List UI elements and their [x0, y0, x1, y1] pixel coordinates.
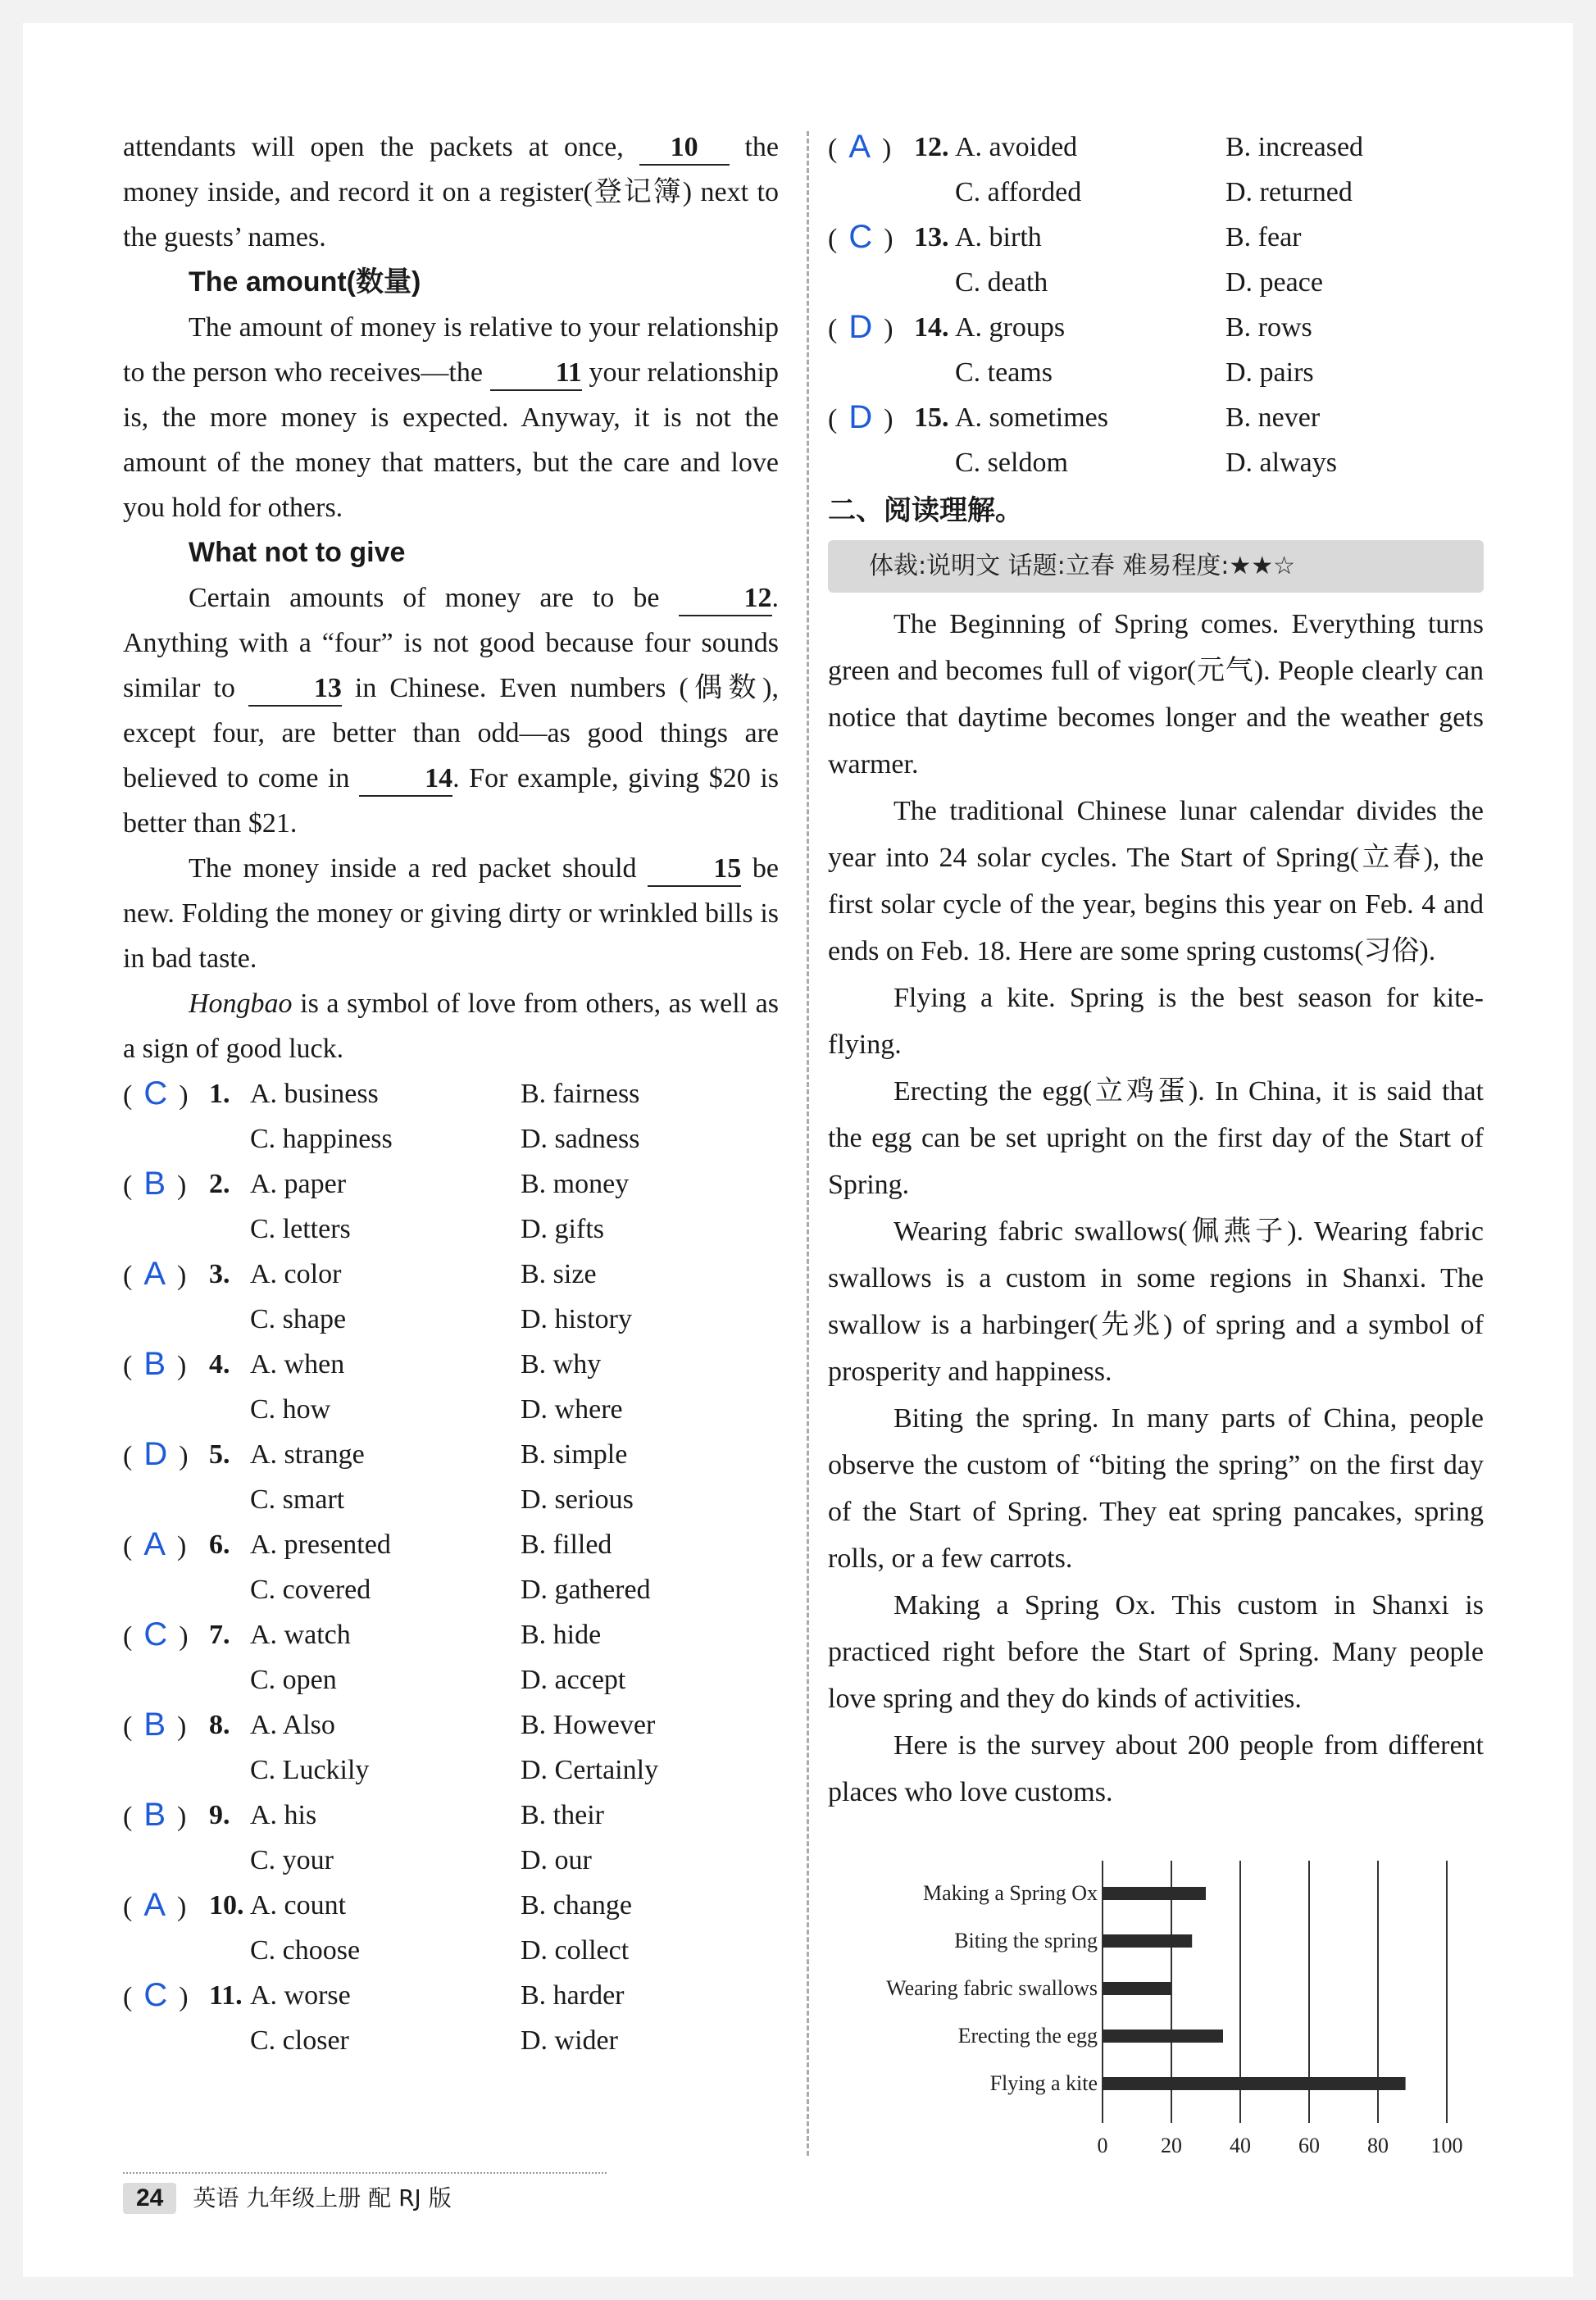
reading-paragraph: Making a Spring Ox. This custom in Shanxi is practiced right before the Start of Spring. Many people love spring and they do kinds of activities.	[828, 1590, 1484, 1714]
answer-bracket: ( D )	[123, 1436, 189, 1472]
reading-paragraph: Here is the survey about 200 people from different places who love customs.	[828, 1730, 1484, 1807]
passage-paragraph: The amount of money is relative to your relationship to the person who receives—the 11 your relationship is, the more money is expected. Anyway, it is not the amount of the money that matters, but the care and love you hold for others.	[123, 312, 779, 523]
option-c: C. happiness	[250, 1124, 393, 1154]
option-a: A. paper	[250, 1169, 347, 1199]
answer-bracket: ( A )	[123, 1887, 187, 1923]
option-c: C. how	[250, 1394, 331, 1425]
option-b: B. money	[521, 1169, 630, 1199]
question-item	[123, 1161, 779, 1252]
x-tick-label: 60	[1298, 2134, 1320, 2157]
option-b: B. harder	[521, 1980, 625, 2011]
answer-bracket: ( A )	[123, 1256, 187, 1292]
reading-paragraph: Biting the spring. In many parts of China, people observe the custom of “biting the spring” on the first day of the Start of Spring. They eat spring pancakes, spring rolls, or a few carrots.	[828, 1403, 1484, 1574]
section-title: 二、阅读理解。	[828, 494, 1023, 527]
question-item	[123, 1612, 779, 1702]
option-b: B. rows	[1225, 312, 1312, 343]
bar	[1103, 2030, 1223, 2043]
question-item	[123, 1883, 779, 1973]
question-number: 15.	[914, 402, 949, 433]
option-d: D. gathered	[521, 1575, 651, 1605]
option-a: A. his	[250, 1800, 317, 1830]
question-item	[123, 1702, 779, 1793]
option-a: A. presented	[250, 1530, 391, 1560]
option-d: D. where	[521, 1394, 623, 1425]
page-number: 24	[123, 2183, 176, 2214]
column-divider	[807, 131, 809, 2156]
option-d: D. peace	[1225, 267, 1323, 298]
passage-paragraph: Certain amounts of money are to be 12. Anything with a “four” is not good because four sounds similar to 13 in Chinese. Even numbers (偶数), except four, are better than odd—as good things are believed to come in 14. For example, giving $20 is better than $21.	[123, 583, 779, 839]
option-a: A. count	[250, 1890, 347, 1920]
question-item	[123, 1071, 779, 1161]
option-a: A. when	[250, 1349, 345, 1380]
option-d: D. sadness	[521, 1124, 640, 1154]
option-b: B. fairness	[521, 1079, 640, 1109]
category-label: Biting the spring	[954, 1929, 1098, 1952]
question-number: 2.	[209, 1169, 230, 1199]
reading-passage	[828, 601, 1484, 1816]
category-label: Flying a kite	[989, 2071, 1098, 2095]
x-tick-label: 40	[1230, 2134, 1251, 2157]
question-number: 8.	[209, 1710, 230, 1740]
question-item	[123, 1793, 779, 1883]
category-label: Erecting the egg	[957, 2024, 1098, 2048]
answer-bracket: ( C )	[123, 1616, 189, 1652]
answer-bracket: ( C )	[123, 1075, 189, 1111]
answer-bracket: ( A )	[828, 129, 892, 165]
question-item	[123, 1342, 779, 1432]
question-number: 12.	[914, 132, 949, 162]
option-d: D. collect	[521, 1935, 630, 1966]
answer-bracket: ( B )	[123, 1346, 187, 1382]
question-list-right	[828, 125, 1484, 485]
question-list-left	[123, 1071, 779, 2063]
info-banner: 体裁:说明文 话题:立春 难易程度:★★☆	[828, 540, 1484, 593]
option-a: A. groups	[955, 312, 1066, 343]
question-item	[828, 305, 1484, 395]
reading-paragraph: The traditional Chinese lunar calendar divides the year into 24 solar cycles. The Start of Spring(立春), the first solar cycle of the year, begins this year on Feb. 4 and ends on Feb. 18. Here are some spring customs(习俗).	[828, 796, 1484, 966]
question-number: 6.	[209, 1530, 230, 1560]
option-b: B. increased	[1225, 132, 1364, 162]
question-number: 5.	[209, 1439, 230, 1470]
option-a: A. color	[250, 1259, 342, 1289]
bar	[1103, 1934, 1192, 1948]
category-label: Wearing fabric swallows	[886, 1976, 1098, 2000]
option-c: C. smart	[250, 1484, 345, 1515]
option-b: B. hide	[521, 1620, 602, 1650]
passage-paragraph: attendants will open the packets at once, 10 the money inside, and record it on a register(登记簿) next to the guests’ names.	[123, 132, 779, 252]
question-item	[828, 215, 1484, 305]
option-c: C. shape	[250, 1304, 347, 1334]
option-a: A. strange	[250, 1439, 365, 1470]
passage-paragraph: Hongbao is a symbol of love from others, as well as a sign of good luck.	[123, 989, 779, 1064]
question-number: 13.	[914, 222, 949, 252]
survey-bar-chart	[828, 1861, 1484, 2164]
reading-paragraph: Erecting the egg(立鸡蛋). In China, it is said that the egg can be set upright on the first day of the Start of Spring.	[828, 1076, 1484, 1200]
option-d: D. wider	[521, 2025, 618, 2056]
answer-bracket: ( B )	[123, 1707, 187, 1743]
question-number: 14.	[914, 312, 949, 343]
option-a: A. avoided	[955, 132, 1078, 162]
question-number: 11.	[209, 1980, 243, 2011]
option-d: D. our	[521, 1845, 592, 1875]
option-b: B. However	[521, 1710, 656, 1740]
option-a: A. watch	[250, 1620, 351, 1650]
x-tick-label: 80	[1367, 2134, 1389, 2157]
option-a: A. birth	[955, 222, 1042, 252]
option-c: C. Luckily	[250, 1755, 370, 1785]
bar	[1103, 2077, 1406, 2090]
option-d: D. history	[521, 1304, 632, 1334]
footer	[123, 2180, 452, 2214]
option-c: C. seldom	[955, 448, 1068, 478]
question-number: 3.	[209, 1259, 230, 1289]
reading-paragraph: The Beginning of Spring comes. Everything turns green and becomes full of vigor(元气). People clearly can notice that daytime becomes longer and the weather gets warmer.	[828, 609, 1484, 780]
option-c: C. closer	[250, 2025, 349, 2056]
option-d: D. always	[1225, 448, 1337, 478]
answer-bracket: ( A )	[123, 1526, 187, 1562]
bar	[1103, 1982, 1171, 1995]
subheading-what-not-to-give: What not to give	[189, 537, 406, 568]
option-d: D. gifts	[521, 1214, 604, 1244]
option-d: D. accept	[521, 1665, 626, 1695]
option-a: A. Also	[250, 1710, 335, 1740]
option-c: C. covered	[250, 1575, 371, 1605]
blank-12: 12	[679, 582, 772, 616]
option-c: C. teams	[955, 357, 1053, 388]
option-d: D. returned	[1225, 177, 1353, 207]
question-number: 7.	[209, 1620, 230, 1650]
blank-15: 15	[648, 852, 741, 887]
answer-bracket: ( D )	[828, 309, 893, 345]
option-b: B. filled	[521, 1530, 612, 1560]
passage-paragraph: The money inside a red packet should 15 be new. Folding the money or giving dirty or wrinkled bills is in bad taste.	[123, 853, 779, 974]
question-item	[828, 395, 1484, 485]
blank-14: 14	[359, 762, 452, 797]
question-number: 9.	[209, 1800, 230, 1830]
option-d: D. Certainly	[521, 1755, 659, 1785]
option-b: B. their	[521, 1800, 604, 1830]
answer-bracket: ( B )	[123, 1797, 187, 1833]
footer-rule	[123, 2172, 607, 2174]
answer-bracket: ( B )	[123, 1166, 187, 1202]
option-b: B. why	[521, 1349, 602, 1380]
blank-13: 13	[248, 672, 342, 707]
bar	[1103, 1887, 1206, 1900]
option-c: C. your	[250, 1845, 334, 1875]
category-label: Making a Spring Ox	[922, 1881, 1098, 1905]
x-tick-label: 0	[1097, 2134, 1108, 2157]
reading-paragraph: Wearing fabric swallows(佩燕子). Wearing fabric swallows is a custom in some regions in Shanxi. The swallow is a harbinger(先兆) of spring and a symbol of prosperity and happiness.	[828, 1216, 1484, 1387]
option-a: A. sometimes	[955, 402, 1108, 433]
blank-11: 11	[490, 357, 582, 391]
question-item	[828, 125, 1484, 215]
question-number: 1.	[209, 1079, 230, 1109]
option-b: B. never	[1225, 402, 1321, 433]
option-c: C. letters	[250, 1214, 351, 1244]
question-item	[123, 1973, 779, 2063]
question-item	[123, 1432, 779, 1522]
option-b: B. fear	[1225, 222, 1302, 252]
right-column	[828, 125, 1484, 1816]
left-column	[123, 125, 779, 2063]
answer-bracket: ( D )	[828, 399, 893, 435]
answer-bracket: ( C )	[123, 1977, 189, 2013]
option-c: C. death	[955, 267, 1048, 298]
option-c: C. open	[250, 1665, 337, 1695]
subheading-amount: The amount(数量)	[189, 266, 421, 298]
question-number: 4.	[209, 1349, 230, 1380]
option-c: C. choose	[250, 1935, 361, 1966]
option-c: C. afforded	[955, 177, 1082, 207]
x-tick-label: 20	[1161, 2134, 1182, 2157]
option-a: A. worse	[250, 1980, 351, 2011]
option-d: D. pairs	[1225, 357, 1314, 388]
option-b: B. size	[521, 1259, 597, 1289]
option-a: A. business	[250, 1079, 379, 1109]
reading-paragraph: Flying a kite. Spring is the best season for kite-flying.	[828, 983, 1484, 1060]
question-number: 10.	[209, 1890, 244, 1920]
option-b: B. simple	[521, 1439, 628, 1470]
question-item	[123, 1252, 779, 1342]
answer-bracket: ( C )	[828, 219, 893, 255]
book-title: 英语 九年级上册 配 RJ 版	[193, 2184, 452, 2211]
option-d: D. serious	[521, 1484, 634, 1515]
blank-10: 10	[639, 131, 730, 166]
option-b: B. change	[521, 1890, 632, 1920]
x-tick-label: 100	[1430, 2134, 1463, 2157]
question-item	[123, 1522, 779, 1612]
